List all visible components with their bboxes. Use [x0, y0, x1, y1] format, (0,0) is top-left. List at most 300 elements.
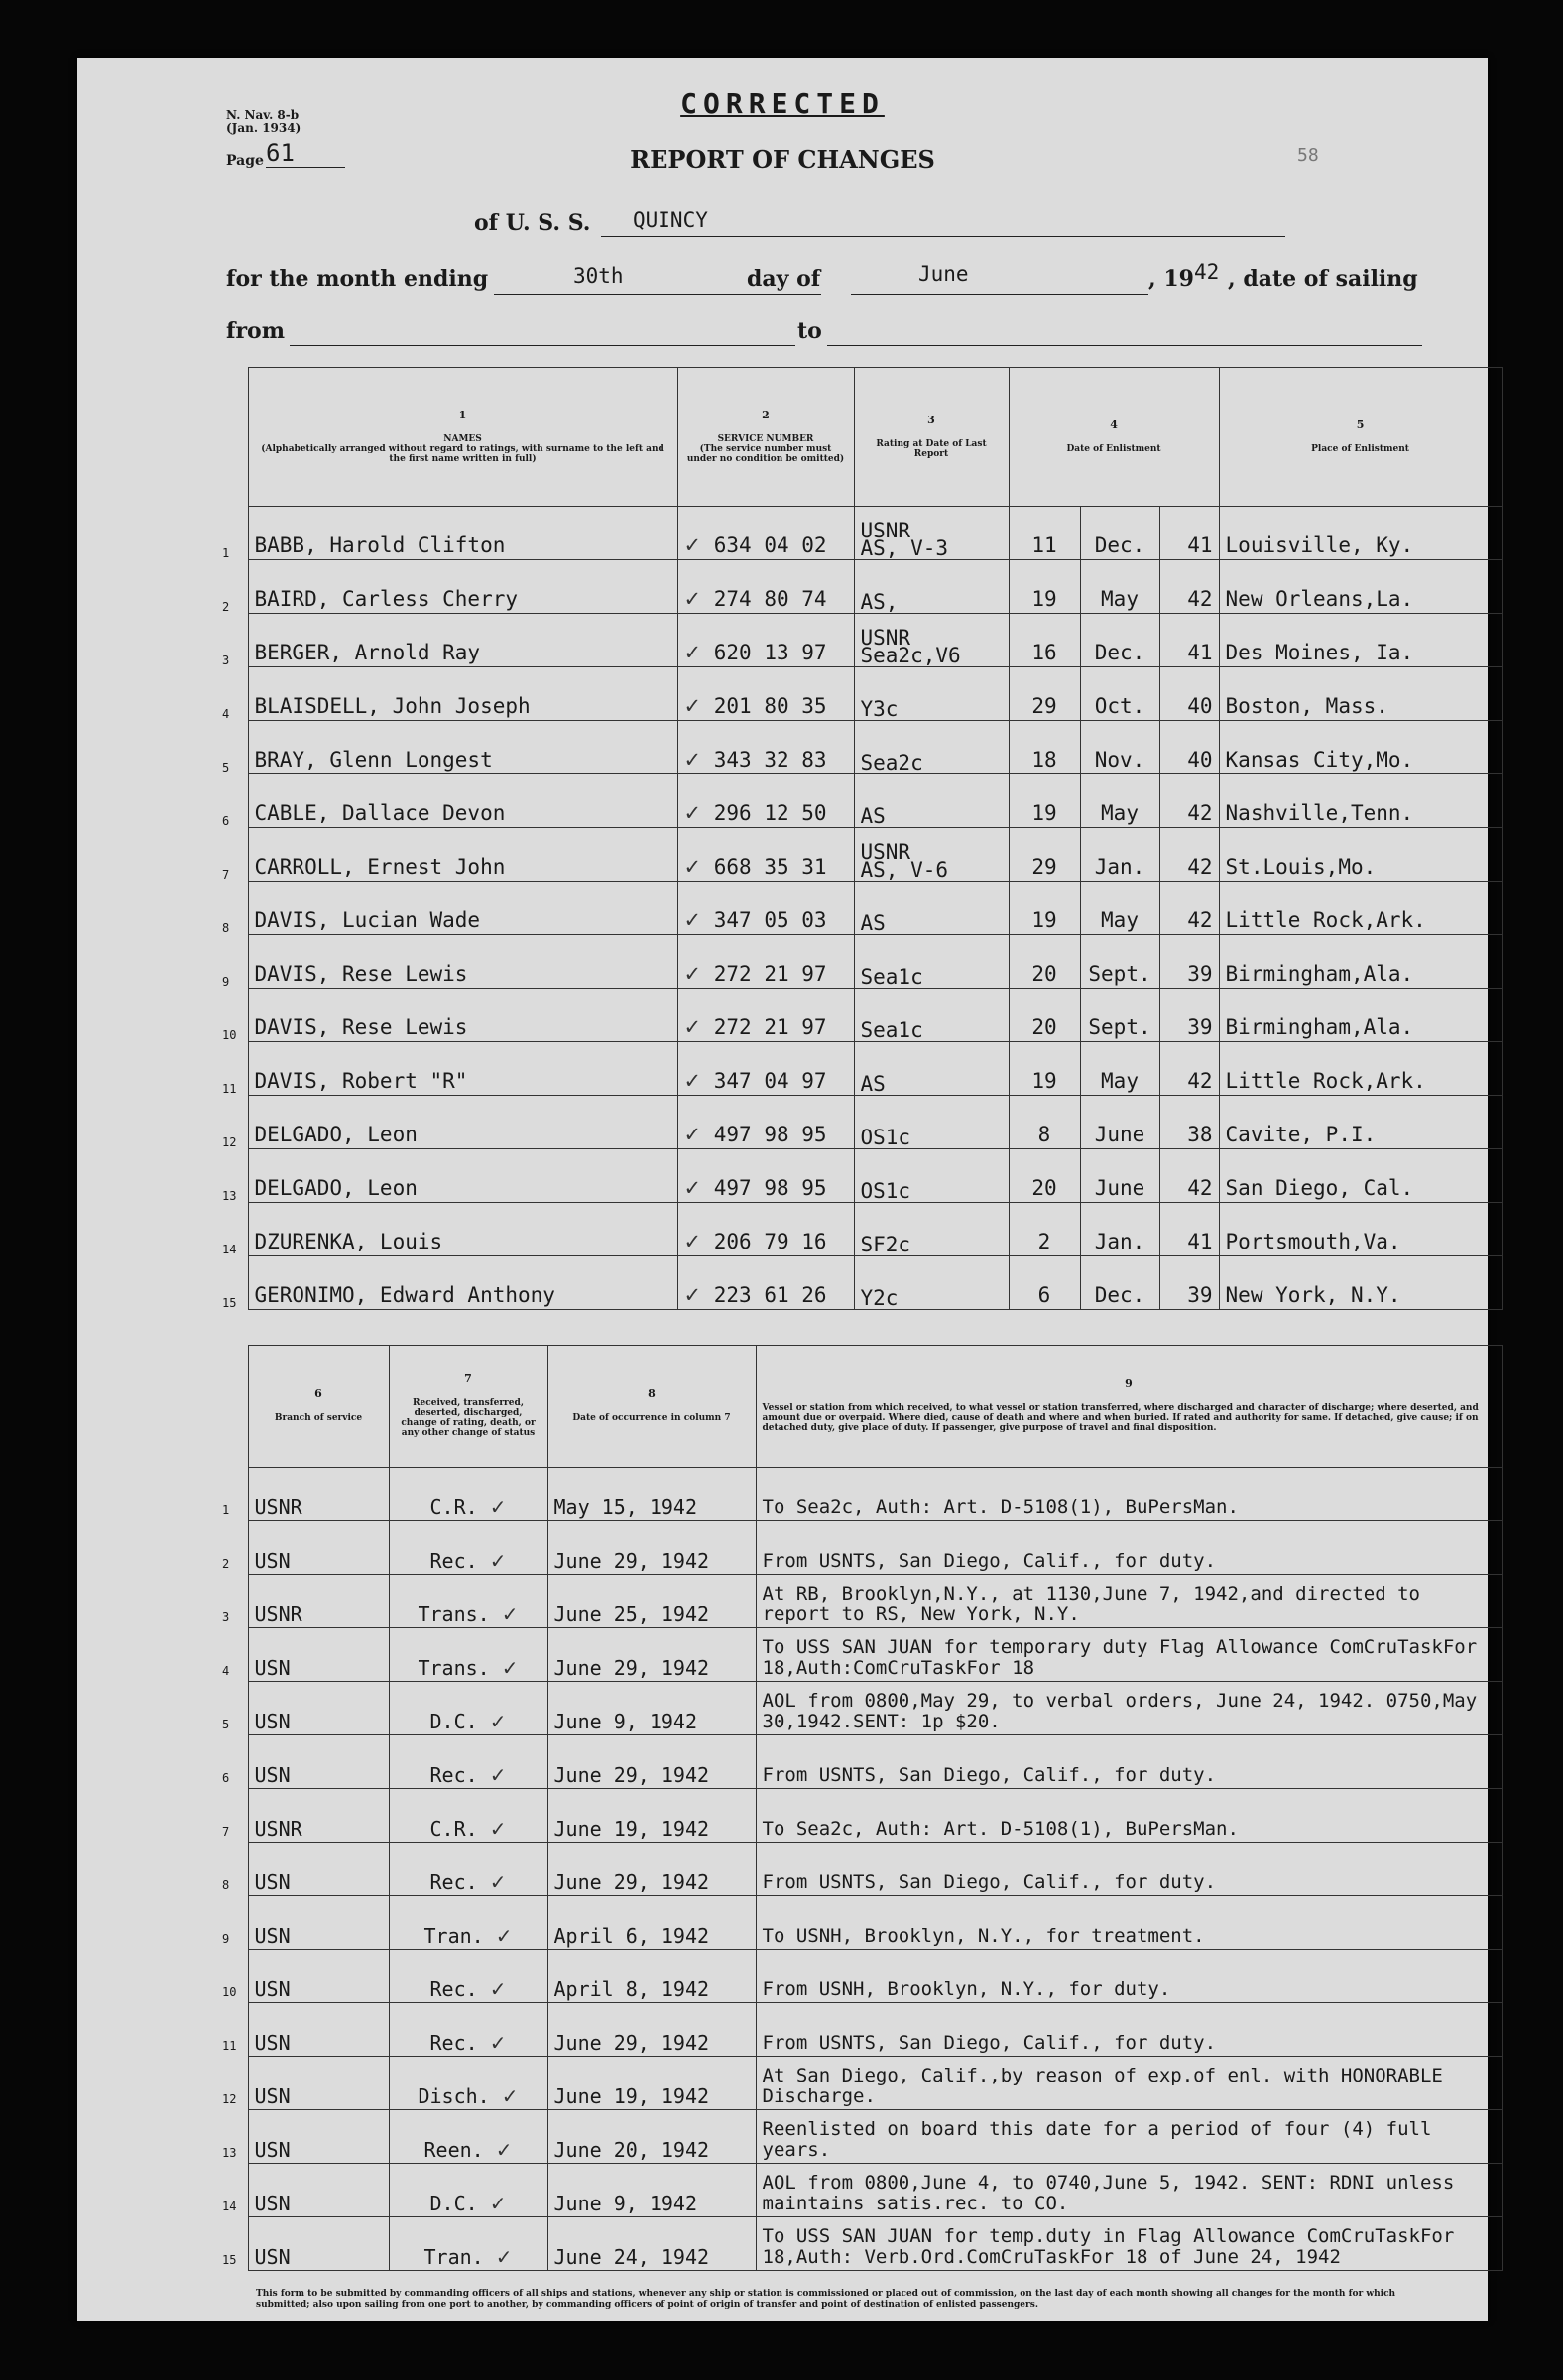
change-remarks: From USNTS, San Diego, Calif., for duty.: [756, 1735, 1502, 1789]
check-mark-icon: ✓: [489, 1817, 507, 1841]
status-change: Disch. ✓: [389, 2057, 547, 2110]
row-number: 4: [222, 1663, 230, 1678]
branch-of-service: USN: [248, 1896, 389, 1950]
service-number: ✓ 343 32 83: [677, 721, 854, 774]
enlistment-day: 11: [1009, 507, 1080, 560]
branch-of-service: USN: [248, 2003, 389, 2057]
change-row: [222, 1628, 1502, 1682]
member-name: CABLE, Dallace Devon: [248, 774, 677, 828]
enlistment-year: 40: [1159, 667, 1219, 721]
day-value: 30th: [573, 264, 624, 288]
enlistment-year: 42: [1159, 560, 1219, 614]
check-mark-icon: ✓: [489, 2192, 507, 2215]
enlistment-month: May: [1080, 560, 1159, 614]
check-mark-icon: ✓: [489, 1870, 507, 1894]
rating: [854, 1096, 1009, 1149]
status-change: Tran. ✓: [389, 1896, 547, 1950]
change-remarks: To USS SAN JUAN for temporary duty Flag Allowance ComCruTaskFor 18,Auth:ComCruTaskFor 18: [756, 1628, 1502, 1682]
rating-reserve: USNR: [860, 840, 911, 864]
service-number: ✓ 272 21 97: [677, 935, 854, 989]
status-change: Reen. ✓: [389, 2110, 547, 2164]
status-change-column-header: 7 Received, transferred, deserted, discharged, change of rating, death, or any other change of status: [389, 1346, 547, 1468]
rating-value: Y2c: [860, 1286, 899, 1310]
row-number: 3: [222, 1609, 230, 1624]
change-remarks: At San Diego, Calif.,by reason of exp.of enl. with HONORABLE Discharge.: [756, 2057, 1502, 2110]
enlistment-day: 20: [1009, 1149, 1080, 1203]
row-number: 8: [222, 1877, 230, 1892]
to-line: [827, 345, 1422, 346]
check-mark-icon: ✓: [489, 2031, 507, 2055]
enlistment-place: Birmingham,Ala.: [1219, 935, 1502, 989]
change-row: [222, 1682, 1502, 1735]
status-change: Trans. ✓: [389, 1628, 547, 1682]
member-name: GERONIMO, Edward Anthony: [248, 1256, 677, 1310]
change-remarks: AOL from 0800,May 29, to verbal orders, June 24, 1942. 0750,May 30,1942.SENT: 1p $20.: [756, 1682, 1502, 1735]
row-number: 13: [222, 1188, 237, 1203]
occurrence-date: June 19, 1942: [547, 2057, 756, 2110]
year-prefix: , 19: [1148, 266, 1194, 292]
occurrence-date-column-header: 8 Date of occurrence in column 7: [547, 1346, 756, 1468]
occurrence-date: June 25, 1942: [547, 1575, 756, 1628]
service-number: ✓ 223 61 26: [677, 1256, 854, 1310]
member-name: BAIRD, Carless Cherry: [248, 560, 677, 614]
personnel-row: [222, 1149, 1502, 1203]
remarks-column-header: 9 Vessel or station from which received, to what vessel or station transferred, where discharged and character of discharge; where deserted, and amount due or overpaid. Where died, cause of death and where and when buried. If rated and authority for same. If detached, give cause; if on detached duty, give place of duty. If passenger, give purpose of travel and final disposition.: [756, 1346, 1502, 1468]
service-number: ✓ 497 98 95: [677, 1149, 854, 1203]
form-edition: (Jan. 1934): [226, 121, 301, 135]
enlistment-month: Dec.: [1080, 507, 1159, 560]
day-line: [494, 294, 821, 295]
rating: [854, 1203, 1009, 1256]
personnel-row: [222, 774, 1502, 828]
member-name: BRAY, Glenn Longest: [248, 721, 677, 774]
year-value: 42: [1194, 260, 1220, 284]
check-mark-icon: ✓: [683, 587, 702, 611]
rating: [854, 721, 1009, 774]
check-mark-icon: ✓: [489, 1763, 507, 1787]
enlistment-month: June: [1080, 1149, 1159, 1203]
enlistment-year: 42: [1159, 1149, 1219, 1203]
service-number: ✓ 634 04 02: [677, 507, 854, 560]
rating: [854, 935, 1009, 989]
enlistment-month: Jan.: [1080, 1203, 1159, 1256]
ship-line: [601, 236, 1285, 237]
enlistment-place: Cavite, P.I.: [1219, 1096, 1502, 1149]
enlistment-day: 6: [1009, 1256, 1080, 1310]
occurrence-date: June 29, 1942: [547, 1843, 756, 1896]
member-name: DELGADO, Leon: [248, 1149, 677, 1203]
occurrence-date: May 15, 1942: [547, 1468, 756, 1521]
branch-of-service: USNR: [248, 1575, 389, 1628]
personnel-row: [222, 614, 1502, 667]
row-number: 1: [222, 545, 230, 560]
service-number: ✓ 206 79 16: [677, 1203, 854, 1256]
branch-of-service: USN: [248, 2164, 389, 2217]
occurrence-date: June 29, 1942: [547, 1628, 756, 1682]
day-of-label: day of: [747, 266, 821, 292]
enlistment-place: Boston, Mass.: [1219, 667, 1502, 721]
occurrence-date: June 24, 1942: [547, 2217, 756, 2271]
enlistment-year: 39: [1159, 935, 1219, 989]
enlistment-month: Nov.: [1080, 721, 1159, 774]
month-line: [851, 294, 1148, 295]
personnel-row: [222, 1256, 1502, 1310]
check-mark-icon: ✓: [489, 1549, 507, 1573]
branch-of-service: USN: [248, 1950, 389, 2003]
change-row: [222, 2057, 1502, 2110]
check-mark-icon: ✓: [489, 1710, 507, 1733]
rating-value: Sea2c,V6: [860, 644, 961, 667]
enlistment-place: Birmingham,Ala.: [1219, 989, 1502, 1042]
member-name: CARROLL, Ernest John: [248, 828, 677, 882]
form-instructions-footer: This form to be submitted by commanding officers of all ships and stations, whenever any ship or station is commissioned or placed out of commission, on the last day of each month showing all changes for the month for which submitted; also upon sailing from one port to another, by commanding officers of point of origin of transfer and point of destination of enlisted passengers.: [256, 2289, 1396, 2310]
personnel-row: [222, 721, 1502, 774]
service-number: ✓ 497 98 95: [677, 1096, 854, 1149]
service-number: ✓ 668 35 31: [677, 828, 854, 882]
rating: [854, 774, 1009, 828]
enlistment-place: Louisville, Ky.: [1219, 507, 1502, 560]
enlistment-month: Dec.: [1080, 614, 1159, 667]
check-mark-icon: ✓: [683, 1123, 702, 1146]
personnel-row: [222, 1203, 1502, 1256]
row-number: 2: [222, 599, 230, 614]
row-number: 6: [222, 813, 230, 828]
row-number: 3: [222, 653, 230, 667]
change-remarks: To USS SAN JUAN for temp.duty in Flag Allowance ComCruTaskFor 18,Auth: Verb.Ord.ComCruTaskFor 18 of June 24, 1942: [756, 2217, 1502, 2271]
branch-of-service: USN: [248, 2217, 389, 2271]
status-change: D.C. ✓: [389, 1682, 547, 1735]
personnel-row: [222, 560, 1502, 614]
check-mark-icon: ✓: [683, 748, 702, 772]
rating: [854, 1042, 1009, 1096]
occurrence-date: June 29, 1942: [547, 1735, 756, 1789]
enlistment-place: New York, N.Y.: [1219, 1256, 1502, 1310]
enlistment-year: 42: [1159, 882, 1219, 935]
service-number: ✓ 347 05 03: [677, 882, 854, 935]
occurrence-date: June 9, 1942: [547, 1682, 756, 1735]
rating-value: Sea1c: [860, 965, 923, 989]
change-row: [222, 1789, 1502, 1843]
check-mark-icon: ✓: [683, 1176, 702, 1200]
enlistment-place: Little Rock,Ark.: [1219, 1042, 1502, 1096]
status-change: D.C. ✓: [389, 2164, 547, 2217]
names-column-header: 1 NAMES (Alphabetically arranged without regard to ratings, with surname to the left and the first name written in full): [248, 368, 677, 507]
row-number: 5: [222, 760, 230, 774]
rating-value: AS, V-6: [860, 858, 949, 882]
rating: [854, 560, 1009, 614]
enlistment-month: Oct.: [1080, 667, 1159, 721]
check-mark-icon: ✓: [489, 1977, 507, 2001]
row-number-header: [222, 368, 248, 507]
enlistment-month: Jan.: [1080, 828, 1159, 882]
status-change: Trans. ✓: [389, 1575, 547, 1628]
enlistment-month: May: [1080, 774, 1159, 828]
ship-name: QUINCY: [633, 208, 708, 232]
row-number: 4: [222, 706, 230, 721]
row-number: 7: [222, 1824, 230, 1839]
member-name: DAVIS, Lucian Wade: [248, 882, 677, 935]
rating-value: AS: [860, 911, 886, 935]
occurrence-date: June 29, 1942: [547, 2003, 756, 2057]
occurrence-date: April 6, 1942: [547, 1896, 756, 1950]
enlistment-year: 41: [1159, 1203, 1219, 1256]
check-mark-icon: ✓: [683, 1015, 702, 1039]
enlistment-day: 19: [1009, 560, 1080, 614]
check-mark-icon: ✓: [683, 1230, 702, 1253]
row-number: 14: [222, 2199, 237, 2213]
enlistment-year: 39: [1159, 989, 1219, 1042]
branch-column-header: 6 Branch of service: [248, 1346, 389, 1468]
page-stamp: 58: [1297, 145, 1319, 166]
branch-of-service: USN: [248, 1628, 389, 1682]
change-remarks: To USNH, Brooklyn, N.Y., for treatment.: [756, 1896, 1502, 1950]
status-change: C.R. ✓: [389, 1789, 547, 1843]
check-mark-icon: ✓: [495, 1924, 513, 1948]
enlistment-day: 19: [1009, 882, 1080, 935]
rating-reserve: USNR: [860, 519, 911, 542]
from-line: [290, 345, 795, 346]
report-title: REPORT OF CHANGES: [630, 145, 935, 174]
change-remarks: At RB, Brooklyn,N.Y., at 1130,June 7, 1942,and directed to report to RS, New York, N.Y.: [756, 1575, 1502, 1628]
personnel-rows: [222, 507, 1502, 1310]
row-number: 9: [222, 974, 230, 989]
changes-rows: [222, 1468, 1502, 2271]
member-name: DAVIS, Rese Lewis: [248, 935, 677, 989]
row-number: 14: [222, 1242, 237, 1256]
row-number: 15: [222, 1295, 237, 1310]
rating: [854, 882, 1009, 935]
service-number: ✓ 347 04 97: [677, 1042, 854, 1096]
member-name: BLAISDELL, John Joseph: [248, 667, 677, 721]
status-change: C.R. ✓: [389, 1468, 547, 1521]
rating-value: Sea1c: [860, 1018, 923, 1042]
change-remarks: From USNTS, San Diego, Calif., for duty.: [756, 2003, 1502, 2057]
page-label: Page: [226, 153, 264, 169]
enlistment-place-column-header: 5 Place of Enlistment: [1219, 368, 1502, 507]
enlistment-day: 19: [1009, 1042, 1080, 1096]
check-mark-icon: ✓: [683, 1069, 702, 1093]
check-mark-icon: ✓: [501, 1603, 519, 1626]
occurrence-date: June 9, 1942: [547, 2164, 756, 2217]
page-number: 61: [266, 139, 345, 168]
row-number: 6: [222, 1770, 230, 1785]
row-number: 12: [222, 1134, 237, 1149]
member-name: BERGER, Arnold Ray: [248, 614, 677, 667]
check-mark-icon: ✓: [495, 2138, 513, 2162]
branch-of-service: USNR: [248, 1789, 389, 1843]
check-mark-icon: ✓: [683, 641, 702, 664]
enlistment-date-column-header: 4 Date of Enlistment: [1009, 368, 1219, 507]
personnel-row: [222, 507, 1502, 560]
enlistment-year: 39: [1159, 1256, 1219, 1310]
rating: [854, 828, 1009, 882]
enlistment-day: 2: [1009, 1203, 1080, 1256]
personnel-row: [222, 828, 1502, 882]
enlistment-year: 41: [1159, 507, 1219, 560]
check-mark-icon: ✓: [501, 2084, 519, 2108]
check-mark-icon: ✓: [495, 2245, 513, 2269]
check-mark-icon: ✓: [683, 801, 702, 825]
check-mark-icon: ✓: [683, 534, 702, 557]
enlistment-place: New Orleans,La.: [1219, 560, 1502, 614]
change-row: [222, 2003, 1502, 2057]
form-number-code: N. Nav. 8-b: [226, 108, 300, 122]
change-row: [222, 1575, 1502, 1628]
status-change: Rec. ✓: [389, 2003, 547, 2057]
branch-of-service: USN: [248, 2057, 389, 2110]
rating: [854, 667, 1009, 721]
rating: [854, 989, 1009, 1042]
row-number: 11: [222, 2038, 237, 2053]
row-number: 13: [222, 2145, 237, 2160]
enlistment-day: 19: [1009, 774, 1080, 828]
member-name: DAVIS, Robert "R": [248, 1042, 677, 1096]
rating-column-header: 3 Rating at Date of Last Report: [854, 368, 1009, 507]
service-number: ✓ 272 21 97: [677, 989, 854, 1042]
rating-value: Y3c: [860, 697, 899, 721]
branch-of-service: USNR: [248, 1468, 389, 1521]
enlistment-month: June: [1080, 1096, 1159, 1149]
service-number: ✓ 620 13 97: [677, 614, 854, 667]
rating-value: OS1c: [860, 1126, 911, 1149]
enlistment-year: 42: [1159, 1042, 1219, 1096]
rating-value: AS,: [860, 590, 899, 614]
service-number: ✓ 201 80 35: [677, 667, 854, 721]
enlistment-day: 29: [1009, 828, 1080, 882]
report-sheet: [77, 58, 1488, 2320]
occurrence-date: June 19, 1942: [547, 1789, 756, 1843]
enlistment-day: 20: [1009, 935, 1080, 989]
change-row: [222, 2110, 1502, 2164]
change-remarks: From USNTS, San Diego, Calif., for duty.: [756, 1843, 1502, 1896]
change-remarks: From USNH, Brooklyn, N.Y., for duty.: [756, 1950, 1502, 2003]
changes-row-number-header: [222, 1346, 248, 1468]
enlistment-day: 29: [1009, 667, 1080, 721]
rating: [854, 1149, 1009, 1203]
rating: [854, 1256, 1009, 1310]
enlistment-place: Des Moines, Ia.: [1219, 614, 1502, 667]
row-number: 11: [222, 1081, 237, 1096]
check-mark-icon: ✓: [683, 1283, 702, 1307]
status-change: Tran. ✓: [389, 2217, 547, 2271]
occurrence-date: April 8, 1942: [547, 1950, 756, 2003]
rating-value: AS, V-3: [860, 536, 949, 560]
service-number: ✓ 296 12 50: [677, 774, 854, 828]
occurrence-date: June 20, 1942: [547, 2110, 756, 2164]
service-number-column-header: 2 SERVICE NUMBER (The service number must under no condition be omitted): [677, 368, 854, 507]
enlistment-month: Dec.: [1080, 1256, 1159, 1310]
change-row: [222, 1843, 1502, 1896]
status-change: Rec. ✓: [389, 1843, 547, 1896]
change-row: [222, 1521, 1502, 1575]
member-name: DZURENKA, Louis: [248, 1203, 677, 1256]
member-name: BABB, Harold Clifton: [248, 507, 677, 560]
branch-of-service: USN: [248, 2110, 389, 2164]
branch-of-service: USN: [248, 1682, 389, 1735]
rating-reserve: USNR: [860, 626, 911, 650]
rating-value: OS1c: [860, 1179, 911, 1203]
row-number: 10: [222, 1027, 237, 1042]
change-remarks: From USNTS, San Diego, Calif., for duty.: [756, 1521, 1502, 1575]
row-number: 9: [222, 1931, 230, 1946]
enlistment-day: 8: [1009, 1096, 1080, 1149]
row-number: 2: [222, 1556, 230, 1571]
service-number: ✓ 274 80 74: [677, 560, 854, 614]
rating-value: AS: [860, 804, 886, 828]
enlistment-year: 42: [1159, 828, 1219, 882]
enlistment-month: May: [1080, 1042, 1159, 1096]
change-row: [222, 2164, 1502, 2217]
change-row: [222, 1896, 1502, 1950]
row-number: 15: [222, 2252, 237, 2267]
change-remarks: To Sea2c, Auth: Art. D-5108(1), BuPersMan.: [756, 1468, 1502, 1521]
enlistment-month: May: [1080, 882, 1159, 935]
member-name: DELGADO, Leon: [248, 1096, 677, 1149]
status-change: Rec. ✓: [389, 1521, 547, 1575]
row-number: 10: [222, 1984, 237, 1999]
check-mark-icon: ✓: [501, 1656, 519, 1680]
branch-of-service: USN: [248, 1843, 389, 1896]
rating-value: SF2c: [860, 1233, 911, 1256]
sailing-label: , date of sailing: [1228, 266, 1418, 292]
enlistment-year: 40: [1159, 721, 1219, 774]
change-remarks: AOL from 0800,June 4, to 0740,June 5, 1942. SENT: RDNI unless maintains satis.rec. to CO.: [756, 2164, 1502, 2217]
enlistment-month: Sept.: [1080, 935, 1159, 989]
check-mark-icon: ✓: [683, 962, 702, 986]
status-change: Rec. ✓: [389, 1735, 547, 1789]
enlistment-year: 41: [1159, 614, 1219, 667]
enlistment-year: 42: [1159, 774, 1219, 828]
personnel-row: [222, 1042, 1502, 1096]
to-label: to: [797, 318, 822, 344]
personnel-table: [222, 367, 1503, 1310]
enlistment-day: 16: [1009, 614, 1080, 667]
rating: [854, 614, 1009, 667]
enlistment-place: San Diego, Cal.: [1219, 1149, 1502, 1203]
row-number: 7: [222, 867, 230, 882]
enlistment-place: Kansas City,Mo.: [1219, 721, 1502, 774]
personnel-row: [222, 882, 1502, 935]
occurrence-date: June 29, 1942: [547, 1521, 756, 1575]
enlistment-place: Portsmouth,Va.: [1219, 1203, 1502, 1256]
status-change: Rec. ✓: [389, 1950, 547, 2003]
row-number: 12: [222, 2091, 237, 2106]
month-ending-label: for the month ending: [226, 266, 489, 292]
enlistment-year: 38: [1159, 1096, 1219, 1149]
personnel-row: [222, 1096, 1502, 1149]
branch-of-service: USN: [248, 1735, 389, 1789]
enlistment-place: Nashville,Tenn.: [1219, 774, 1502, 828]
month-value: June: [918, 262, 969, 286]
enlistment-place: Little Rock,Ark.: [1219, 882, 1502, 935]
corrected-heading: CORRECTED: [680, 87, 885, 120]
personnel-row: [222, 935, 1502, 989]
branch-of-service: USN: [248, 1521, 389, 1575]
check-mark-icon: ✓: [683, 908, 702, 932]
enlistment-day: 20: [1009, 989, 1080, 1042]
change-remarks: Reenlisted on board this date for a period of four (4) full years.: [756, 2110, 1502, 2164]
personnel-row: [222, 667, 1502, 721]
change-row: [222, 1735, 1502, 1789]
ship-label: of U. S. S.: [474, 210, 591, 236]
enlistment-place: St.Louis,Mo.: [1219, 828, 1502, 882]
check-mark-icon: ✓: [683, 855, 702, 879]
changes-table: [222, 1345, 1503, 2271]
rating-value: Sea2c: [860, 751, 923, 774]
change-row: [222, 1468, 1502, 1521]
row-number: 1: [222, 1502, 230, 1517]
personnel-row: [222, 989, 1502, 1042]
